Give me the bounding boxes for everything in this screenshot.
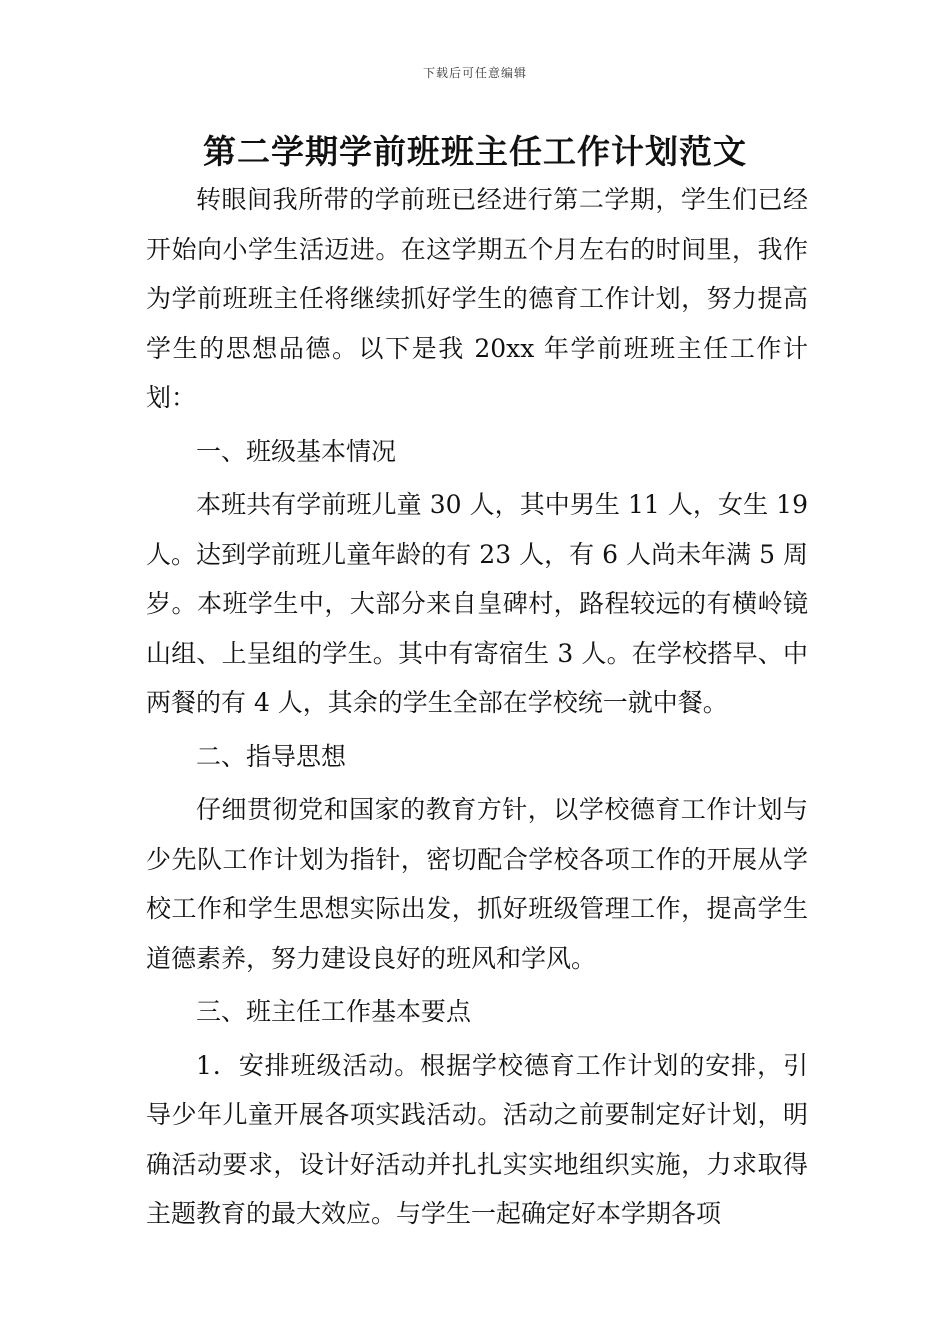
document-title: 第二学期学前班班主任工作计划范文 [203,132,747,171]
section-heading-class-info: 一、班级基本情况 [196,436,397,466]
header-note: 下载后可任意编辑 [422,66,527,80]
section-heading-key-points: 三、班主任工作基本要点 [196,997,472,1026]
key-point-1-paragraph: 1．安排班级活动。根据学校德育工作计划的安排，引导少年儿童开展各项实践活动。活动之前要制定好计划，明确活动要求，设计好活动并扎扎实实地组织实施，力求取得主题教育的最大效应。与学生一起确定好本学期各项 [146,1050,808,1228]
guiding-principle-paragraph: 仔细贯彻党和国家的教育方针，以学校德育工作计划与少先队工作计划为指针，密切配合学校各项工作的开展从学校工作和学生思想实际出发，抓好班级管理工作，提高学生道德素养，努力建设良好的班风和学风。 [146,795,808,973]
document-body [146,175,808,1239]
intro-paragraph: 转眼间我所带的学前班已经进行第二学期，学生们已经开始向小学生活迈进。在这学期五个月左右的时间里，我作为学前班班主任将继续抓好学生的德育工作计划，努力提高学生的思想品德。以下是我 20xx 年学前班班主任工作计划： [146,185,808,412]
class-info-paragraph: 本班共有学前班儿童 30 人，其中男生 11 人，女生 19 人。达到学前班儿童年龄的有 23 人，有 6 人尚未年满 5 周岁。本班学生中，大部分来自皇碑村，路程较远的有横岭镜山组、上呈组的学生。其中有寄宿生 3 人。在学校搭早、中两餐的有 4 人，其余的学生全部在学校统一就中餐。 [146,490,808,717]
section-heading-guiding-principle: 二、指导思想 [196,741,347,771]
